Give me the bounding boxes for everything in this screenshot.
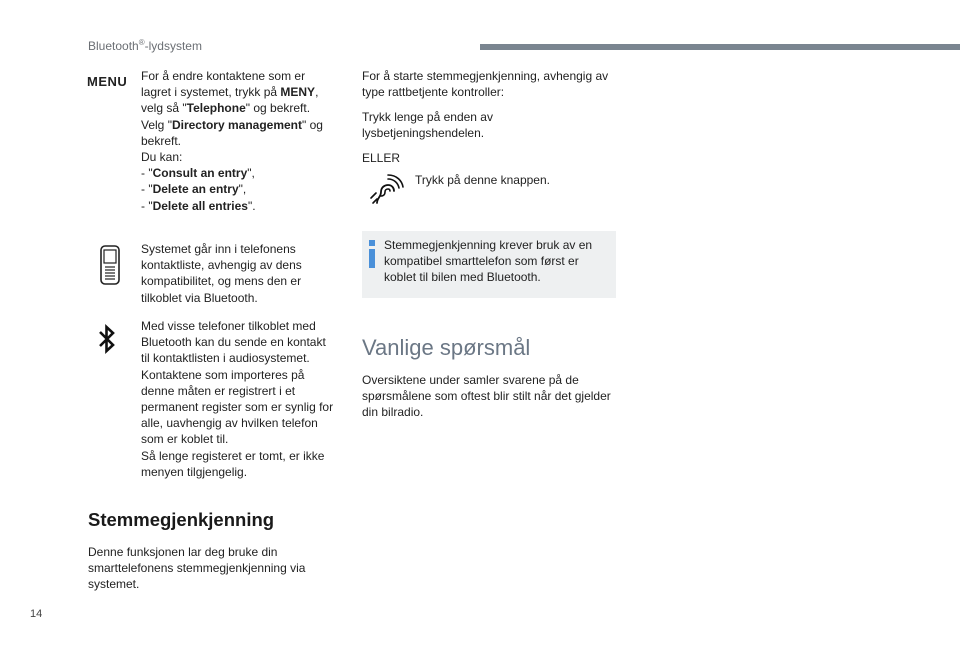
- voice-start-text: For å starte stemmegjenkjenning, avhengig av type rattbetjente kontroller:: [362, 69, 609, 100]
- info-icon: [368, 240, 376, 268]
- menu-option-consult: - "Consult an entry",: [141, 166, 255, 181]
- header-title-text: Bluetooth: [88, 39, 139, 53]
- info-box: [362, 231, 616, 298]
- menu-line: velg så "Telephone" og bekreft.: [141, 101, 311, 116]
- menu-line: bekreft.: [141, 133, 182, 148]
- bluetooth-contacts-text: Med visse telefoner tilkoblet med Bluetooth kan du sende en kontakt til kontaktlisten i audiosystemet. Kontaktene som importeres på denne måten er registrert i et permanent register som er synlig for alle, uavhengig av hvilken telefon som er koblet til. Så lenge registeret er tomt, er ikke menyen tilgjengelig.: [141, 319, 334, 479]
- or-text: ELLER: [362, 151, 401, 165]
- menu-instructions: [141, 68, 341, 214]
- menu-line: Du kan:: [141, 150, 183, 165]
- voice-intro-text: Denne funksjonen lar deg bruke din smarttelefonens stemmegjenkjenning via systemet.: [88, 545, 306, 592]
- header-title-suffix: -lydsystem: [144, 39, 202, 53]
- phone-contacts-text: Systemet går inn i telefonens kontaktliste, avhengig av dens kompatibilitet, og mens den er tilkoblet via Bluetooth.: [141, 242, 302, 305]
- phone-icon: [99, 245, 121, 285]
- long-press-text: Trykk lenge på enden av lysbetjeningshendelen.: [362, 110, 493, 141]
- bluetooth-icon: [98, 323, 116, 355]
- info-text: Stemmegjenkjenning krever bruk av en kompatibel smarttelefon som først er koblet til bilen med Bluetooth.: [384, 238, 593, 285]
- menu-line: lagret i systemet, trykk på MENY,: [141, 85, 319, 100]
- menu-line: Velg "Directory management" og: [141, 117, 323, 132]
- voice-command-icon: [368, 172, 404, 208]
- running-header: [88, 38, 202, 54]
- header-bar: [480, 44, 960, 50]
- menu-option-delete: - "Delete an entry",: [141, 182, 247, 197]
- header-title-registered: ®: [138, 38, 145, 47]
- press-button-text: Trykk på denne knappen.: [415, 173, 550, 187]
- page-number: 14: [30, 608, 43, 620]
- menu-option-delete-all: - "Delete all entries".: [141, 198, 256, 213]
- section-heading-faq: Vanlige spørsmål: [362, 335, 531, 360]
- menu-line: For å endre kontaktene som er: [141, 69, 306, 83]
- menu-icon: MENU: [87, 74, 128, 89]
- section-heading-voice: Stemmegjenkjenning: [88, 509, 275, 530]
- faq-intro-text: Oversiktene under samler svarene på de spørsmålene som oftest blir stilt når det gjelder din bilradio.: [362, 373, 611, 420]
